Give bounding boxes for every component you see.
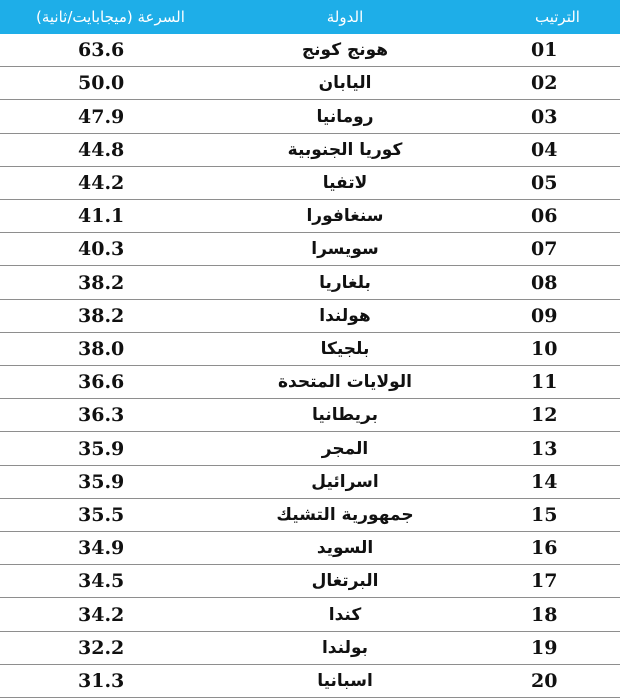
table-row (0, 34, 620, 67)
speed-cell: 31.3 (78, 669, 125, 692)
speed-cell: 32.2 (78, 636, 125, 659)
speed-cell: 34.5 (78, 570, 125, 593)
table-body (0, 34, 620, 698)
country-cell: كوريا الجنوبية (287, 139, 403, 160)
rank-cell: 12 (531, 404, 558, 427)
rank-cell: 02 (531, 72, 558, 95)
speed-cell: 44.8 (78, 138, 125, 161)
header-rank: الترتيب (535, 8, 580, 26)
country-cell: هونج كونج (301, 40, 389, 61)
table-row (0, 233, 620, 266)
table-row (0, 532, 620, 565)
rank-cell: 05 (531, 171, 558, 194)
table-row (0, 300, 620, 333)
rank-cell: 01 (531, 39, 558, 62)
table-row (0, 598, 620, 631)
country-cell: البرتغال (311, 571, 379, 592)
country-cell: السويد (316, 538, 374, 559)
country-cell: بريطانيا (312, 405, 378, 426)
rank-cell: 16 (531, 537, 558, 560)
rank-cell: 07 (531, 238, 558, 261)
country-cell: جمهورية التشيك (276, 504, 414, 525)
speed-cell: 35.9 (78, 437, 125, 460)
speed-cell: 35.9 (78, 470, 125, 493)
country-cell: اسرائيل (311, 471, 379, 492)
country-cell: سنغافورا (306, 206, 384, 227)
rank-cell: 08 (531, 271, 558, 294)
table-row (0, 266, 620, 299)
rank-cell: 10 (531, 337, 558, 360)
table-row (0, 134, 620, 167)
country-cell: كندا (328, 604, 362, 625)
rank-cell: 14 (531, 470, 558, 493)
country-cell: بلغاريا (319, 272, 371, 293)
rank-cell: 18 (531, 603, 558, 626)
speed-cell: 36.3 (78, 404, 125, 427)
speed-cell: 35.5 (78, 503, 125, 526)
country-cell: لاتفيا (322, 172, 368, 193)
rank-cell: 17 (531, 570, 558, 593)
speed-cell: 63.6 (78, 39, 125, 62)
speed-cell: 34.9 (78, 537, 125, 560)
rank-cell: 11 (531, 371, 558, 394)
table-row (0, 632, 620, 665)
country-cell: اليابان (318, 73, 372, 94)
country-cell: بلجيكا (320, 338, 370, 359)
speed-cell: 41.1 (78, 205, 125, 228)
speed-cell: 38.0 (78, 337, 125, 360)
country-cell: اسبانيا (317, 670, 373, 691)
country-cell: رومانيا (316, 106, 374, 127)
rank-cell: 19 (531, 636, 558, 659)
table-row (0, 565, 620, 598)
speed-cell: 50.0 (78, 72, 125, 95)
rank-cell: 15 (531, 503, 558, 526)
rank-cell: 04 (531, 138, 558, 161)
speed-cell: 36.6 (78, 371, 125, 394)
country-cell: بولندا (321, 637, 368, 658)
table-row (0, 432, 620, 465)
table-row (0, 333, 620, 366)
country-cell: سويسرا (311, 239, 379, 260)
country-cell: هولندا (319, 305, 371, 326)
rank-cell: 06 (531, 205, 558, 228)
speed-cell: 40.3 (78, 238, 125, 261)
table-header (0, 0, 620, 34)
speed-cell: 34.2 (78, 603, 125, 626)
table-row (0, 466, 620, 499)
header-country: الدولة (326, 8, 364, 26)
table-row (0, 200, 620, 233)
header-speed: السرعة (ميجابايت/ثانية) (36, 8, 185, 26)
rank-cell: 03 (531, 105, 558, 128)
country-cell: الولايات المتحدة (278, 372, 412, 393)
table-row (0, 100, 620, 133)
table-row (0, 167, 620, 200)
speed-cell: 38.2 (78, 271, 125, 294)
table-row (0, 67, 620, 100)
rank-cell: 09 (531, 304, 558, 327)
table-row (0, 366, 620, 399)
speed-cell: 44.2 (78, 171, 125, 194)
table-row (0, 399, 620, 432)
speed-cell: 38.2 (78, 304, 125, 327)
rank-cell: 13 (531, 437, 558, 460)
table-row (0, 665, 620, 698)
table-row (0, 499, 620, 532)
country-cell: المجر (321, 438, 369, 459)
speed-cell: 47.9 (78, 105, 125, 128)
rank-cell: 20 (531, 669, 558, 692)
